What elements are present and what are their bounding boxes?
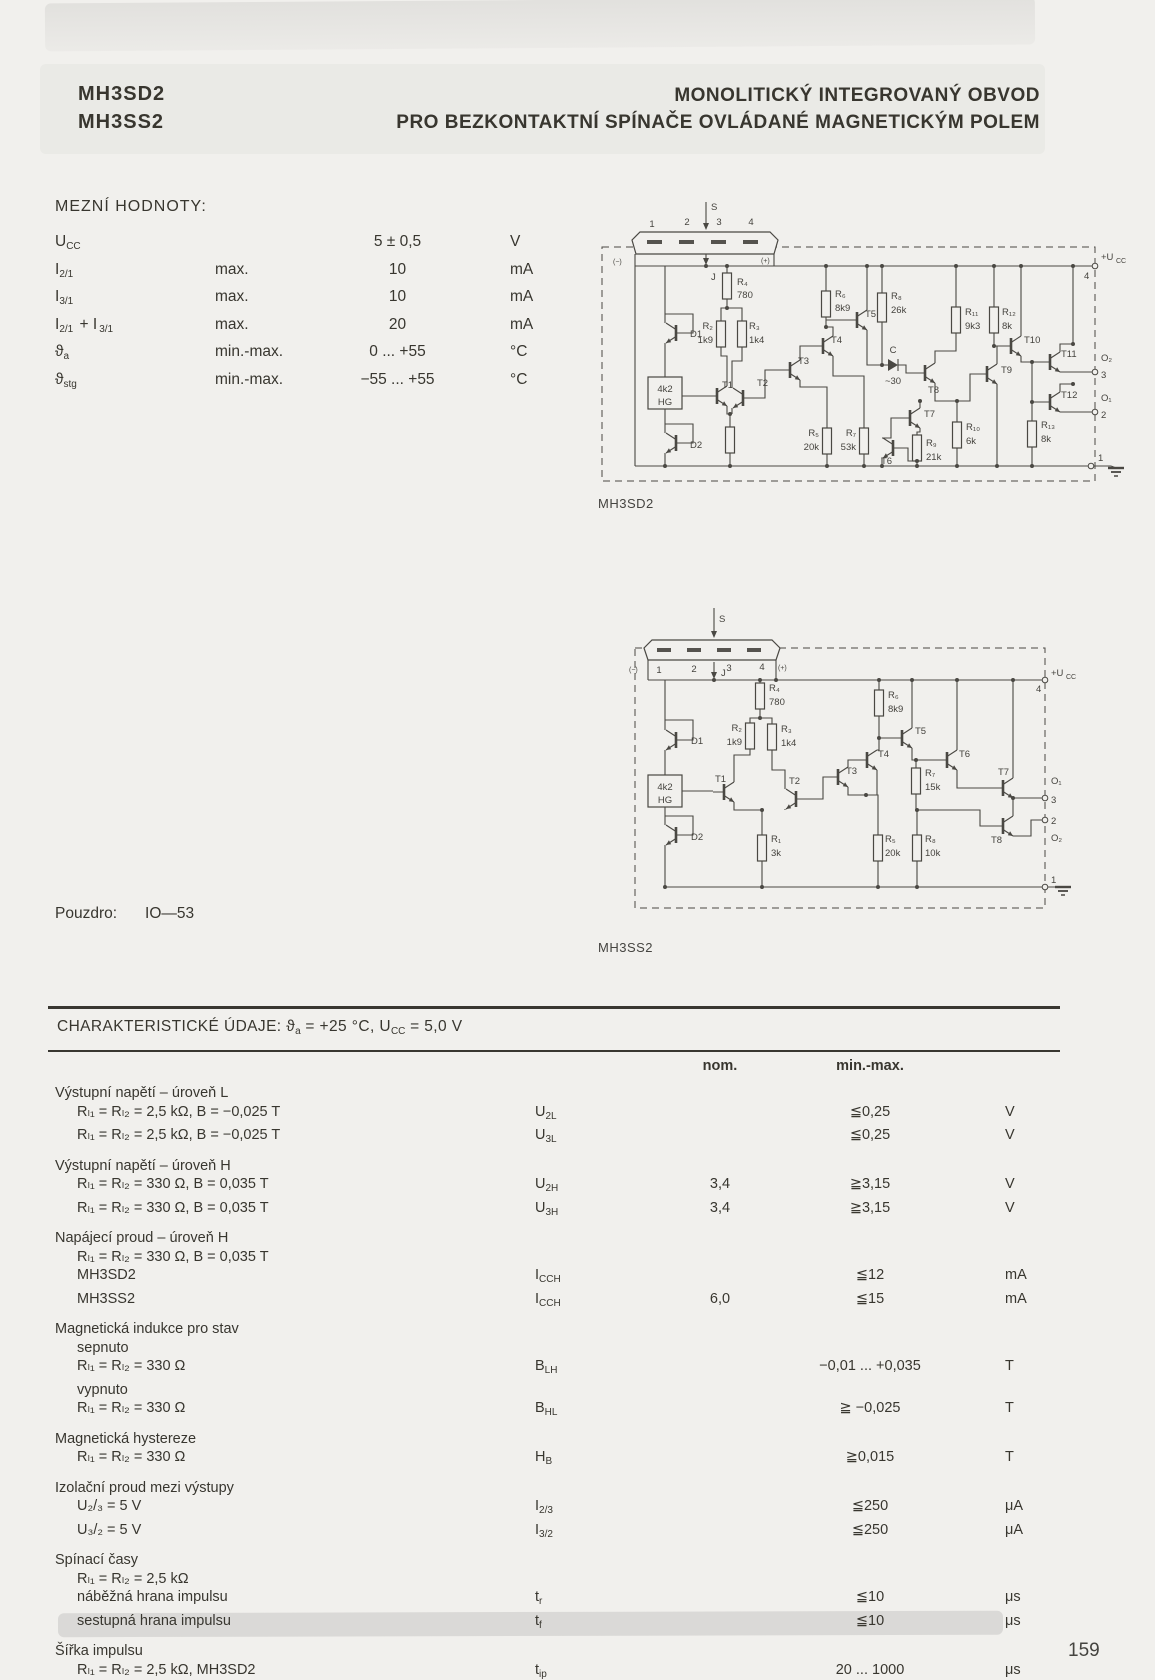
char-section: Spínací časy Rₗ₁ = Rₗ₂ = 2,5 kΩ náběžná hrana impulsu $t_r$ ≦10 μs sestupná hrana impulsu $t_f$ ≦10 μs (55, 1551, 1065, 1635)
s1-r3-label: R₃ (749, 321, 760, 332)
s2-o2-label: O₂ (1051, 833, 1063, 844)
sch2-border (635, 648, 1045, 908)
package-line (55, 905, 194, 923)
limits-row: $ϑ_a$ min.-max. 0 ... +55 °C (55, 343, 528, 362)
part-number-2: MH3SS2 (78, 111, 165, 133)
s2-pin2-label: 2 (691, 664, 697, 675)
limits-row: $ϑ_{stg}$ min.-max. −55 ... +55 °C (55, 370, 528, 390)
s2-t4-label: T4 (878, 749, 890, 760)
s2-r2-value: 1k9 (726, 737, 742, 748)
sch1-package (632, 202, 778, 265)
s2-t7-label: T7 (998, 767, 1010, 778)
s2-ucc-sub: CC (1066, 674, 1077, 681)
s1-t3-label: T3 (798, 356, 810, 367)
table-row: Rₗ₁ = Rₗ₂ = 330 Ω $B_{LH}$ −0,01 ... +0,035 T (77, 1358, 1014, 1376)
sch2-components (648, 683, 1071, 895)
table-row: MH3SD2 $I_{CCH}$ ≦12 mA (77, 1267, 1027, 1285)
s1-t2-label: T2 (757, 378, 769, 389)
s1-minus-label: (−) (613, 259, 622, 266)
s2-o1-label: O₁ (1051, 776, 1062, 787)
s1-r6-label: R₆ (835, 289, 846, 300)
table-row: U₂/₃ = 5 V $I_{2/3}$ ≦250 μA (77, 1498, 1024, 1516)
table-row: sepnuto (77, 1339, 129, 1356)
s1-t4-label: T4 (831, 335, 843, 346)
s1-r13-label: R₁₃ (1041, 420, 1055, 431)
title-line-1: MONOLITICKÝ INTEGROVANÝ OBVOD (674, 85, 1040, 106)
s1-j-label: J (711, 272, 716, 283)
s1-ucc-pin: 4 (1084, 271, 1090, 282)
s2-j-label: J (721, 668, 726, 679)
s2-r5-label: R₅ (885, 834, 896, 845)
table-rule-mid (48, 1050, 1060, 1052)
s1-o2-pin: 3 (1101, 370, 1107, 381)
s1-o1-pin: 2 (1101, 410, 1107, 421)
s2-r3-label: R₃ (781, 724, 792, 735)
s2-t3-label: T3 (846, 766, 858, 777)
s1-d1-label: D1 (690, 329, 703, 340)
s2-t6-label: T6 (959, 749, 971, 760)
table-row: Rₗ₁ = Rₗ₂ = 2,5 kΩ, MH3SD2 $t_{ip}$ 20 ... 1000 μs (77, 1661, 1021, 1680)
s2-r6-value: 8k9 (888, 704, 904, 715)
s1-pin1-label: 1 (649, 219, 655, 230)
s2-t2-label: T2 (789, 776, 801, 787)
char-section: Magnetická hystereze Rₗ₁ = Rₗ₂ = 330 Ω $H_B$ ≧0,015 T (55, 1430, 1065, 1472)
limits-row: $I_{2/1}$ max. 10 mA (55, 260, 534, 280)
s1-r5-value: 20k (803, 442, 819, 453)
s1-d2-label: D2 (690, 440, 703, 451)
s2-d1-label: D1 (691, 736, 704, 747)
s1-gnd-pin: 1 (1098, 453, 1104, 464)
limits-row: $U_{CC}$ 5 ± 0,5 V (55, 233, 521, 252)
s1-r6-value: 8k9 (835, 303, 851, 314)
s1-pin2-label: 2 (684, 217, 690, 228)
s2-r1-label: R₁ (771, 834, 782, 845)
char-section: Izolační proud mezi výstupy U₂/₃ = 5 V $I_{2/3}$ ≦250 μA U₃/₂ = 5 V $I_{3/2}$ ≦250 μA (55, 1479, 1065, 1545)
s2-s-label: S (719, 614, 726, 625)
s1-t7-label: T7 (924, 409, 936, 420)
char-table-title: CHARAKTERISTICKÉ ÚDAJE: $ϑ_a = +25$ °C, $U_{CC} = 5,0$ V (57, 1018, 463, 1037)
s1-c-label: C (889, 345, 897, 356)
s1-r10-label: R₁₀ (966, 422, 981, 433)
s1-r4-value: 780 (737, 290, 753, 301)
s2-r8-label: R₈ (925, 834, 936, 845)
s1-hg-value: 4k2 (657, 384, 673, 395)
s2-ucc-pin: 4 (1036, 684, 1042, 695)
s1-t1-label: T1 (722, 380, 734, 391)
s2-r7-value: 15k (925, 782, 941, 793)
table-row: Rₗ₁ = Rₗ₂ = 330 Ω, B = 0,035 T (77, 1248, 269, 1265)
s1-hg-label: HG (657, 397, 673, 408)
s2-hg-value: 4k2 (657, 782, 673, 793)
s1-pin3-label: 3 (716, 217, 722, 228)
s2-r2-label: R₂ (731, 723, 742, 734)
s1-r11-value: 9k3 (965, 321, 981, 332)
s1-r11-label: R₁₁ (965, 307, 979, 318)
s2-r8-value: 10k (925, 848, 941, 859)
table-row: Rₗ₁ = Rₗ₂ = 2,5 kΩ, B = −0,025 T $U_{2L}$ ≦0,25 V (77, 1103, 1015, 1122)
s1-r9-label: R₉ (926, 438, 937, 449)
table-row: Rₗ₁ = Rₗ₂ = 330 Ω, B = 0,035 T $U_{3H}$ 3,4 ≧3,15 V (77, 1199, 1015, 1218)
s1-r4-label: R₄ (737, 277, 748, 288)
char-table-body (55, 1084, 1065, 1680)
char-section: Napájecí proud – úroveň H Rₗ₁ = Rₗ₂ = 330 Ω, B = 0,035 T MH3SD2 $I_{CCH}$ ≦12 mA MH3SS2 $I_{CCH}$ 6,0 ≦15 mA (55, 1229, 1065, 1313)
s1-ucc-sub: CC (1116, 258, 1127, 265)
page-number: 159 (1068, 1640, 1100, 1661)
s2-o2-pin: 2 (1051, 816, 1057, 827)
table-row: U₃/₂ = 5 V $I_{3/2}$ ≦250 μA (77, 1521, 1024, 1540)
s2-t8-label: T8 (991, 835, 1003, 846)
s2-hg-label: HG (657, 795, 673, 806)
char-section: Magnetická indukce pro stav sepnuto Rₗ₁ = Rₗ₂ = 330 Ω $B_{LH}$ −0,01 ... +0,035 T vypnuto Rₗ₁ = Rₗ₂ = 330 Ω $B_{HL}$ ≧ −0,025 T (55, 1320, 1065, 1423)
table-row: sestupná hrana impulsu $t_f$ ≦10 μs (77, 1612, 1021, 1631)
s2-gnd-pin: 1 (1051, 875, 1057, 886)
package-label: Pouzdro: (55, 905, 118, 922)
part-numbers (78, 80, 165, 136)
scan-smudge-top (45, 0, 1035, 51)
schematic-mh3sd2 (595, 196, 1140, 496)
s1-r8-label: R₈ (891, 291, 902, 302)
char-section: Šířka impulsu Rₗ₁ = Rₗ₂ = 2,5 kΩ, MH3SD2 $t_{ip}$ 20 ... 1000 μs (55, 1642, 1065, 1680)
s1-r2-label: R₂ (702, 321, 713, 332)
col-header-nom: nom. (702, 1058, 738, 1074)
title-line-2: PRO BEZKONTAKTNÍ SPÍNAČE OVLÁDANÉ MAGNETICKÝM POLEM (396, 112, 1040, 133)
schematic2-caption: MH3SS2 (598, 940, 654, 955)
s1-r3-value: 1k4 (749, 335, 765, 346)
table-row: náběžná hrana impulsu $t_r$ ≦10 μs (77, 1589, 1021, 1607)
package-value: IO—53 (145, 905, 195, 922)
s1-o1-label: O₁ (1101, 393, 1112, 404)
s2-o1-pin: 3 (1051, 795, 1057, 806)
s1-plus-label: (+) (761, 258, 770, 265)
s1-r7-value: 53k (840, 442, 856, 453)
sch1-wires (635, 254, 1111, 466)
s1-r12-value: 8k (1002, 321, 1013, 332)
s2-r4-value: 780 (769, 697, 785, 708)
part-number-1: MH3SD2 (78, 83, 166, 105)
s1-o2-label: O₂ (1101, 353, 1113, 364)
s1-r5-label: R₅ (808, 428, 819, 439)
char-table-column-headers (55, 1058, 1055, 1074)
s2-r7-label: R₇ (925, 768, 936, 779)
s1-r10-value: 6k (966, 436, 977, 447)
s2-t5-label: T5 (915, 726, 927, 737)
s2-r3-value: 1k4 (781, 738, 797, 749)
s1-r8-value: 26k (891, 305, 907, 316)
s1-s-label: S (711, 202, 718, 213)
col-header-minmax: min.-max. (836, 1058, 904, 1074)
limits-row: $I_{2/1} + I$ $_{3/1}$ max. 20 mA (55, 315, 534, 335)
sch1-components (648, 273, 1124, 476)
table-row: Rₗ₁ = Rₗ₂ = 330 Ω $B_{HL}$ ≧ −0,025 T (77, 1400, 1014, 1418)
s1-r9-value: 21k (926, 452, 942, 463)
s2-pin4-label: 4 (759, 662, 765, 673)
s1-r7-label: R₇ (845, 428, 856, 439)
s1-r2-value: 1k9 (697, 335, 713, 346)
s1-ucc-label: +U (1101, 252, 1114, 263)
schematic1-caption: MH3SD2 (598, 496, 654, 511)
s1-t6-label: T6 (881, 456, 893, 467)
char-section: Výstupní napětí – úroveň L Rₗ₁ = Rₗ₂ = 2,5 kΩ, B = −0,025 T $U_{2L}$ ≦0,25 V Rₗ₁ = Rₗ₂ = 2,5 kΩ, B = −0,025 T $U_{3L}$ ≦0,25 V (55, 1084, 1065, 1150)
s2-plus-label: (+) (778, 665, 787, 672)
s2-r5-value: 20k (885, 848, 901, 859)
s1-r13-value: 8k (1041, 434, 1052, 445)
schematic-mh3ss2 (595, 570, 1125, 920)
s1-t5-label: T5 (865, 309, 877, 320)
s2-r4-label: R₄ (769, 683, 780, 694)
table-row: Rₗ₁ = Rₗ₂ = 330 Ω $H_B$ ≧0,015 T (77, 1449, 1014, 1467)
limits-row: $I_{3/1}$ max. 10 mA (55, 288, 534, 307)
table-row: vypnuto (77, 1381, 128, 1398)
page-title (300, 82, 1040, 136)
table-rule-top (48, 1006, 1060, 1009)
s1-r12-label: R₁₂ (1002, 307, 1016, 318)
s1-t9-label: T9 (1001, 365, 1013, 376)
s1-t11-label: T11 (1061, 349, 1077, 360)
s2-minus-label: (−) (629, 667, 638, 674)
s1-t8-label: T8 (928, 385, 940, 396)
s2-pin3-label: 3 (726, 663, 732, 674)
table-row: Rₗ₁ = Rₗ₂ = 330 Ω, B = 0,035 T $U_{2H}$ 3,4 ≧3,15 V (77, 1176, 1015, 1194)
s2-d2-label: D2 (691, 832, 704, 843)
s1-pin4-label: 4 (748, 217, 754, 228)
table-row: Rₗ₁ = Rₗ₂ = 2,5 kΩ, B = −0,025 T $U_{3L}$ ≦0,25 V (77, 1127, 1015, 1145)
s2-r1-value: 3k (771, 848, 782, 859)
s1-c-value: ~30 (884, 376, 902, 387)
limits-table (55, 228, 615, 393)
s2-t1-label: T1 (715, 774, 727, 785)
s1-t12-label: T12 (1061, 390, 1078, 401)
s1-t10-label: T10 (1024, 335, 1041, 346)
table-row: Rₗ₁ = Rₗ₂ = 2,5 kΩ (77, 1570, 189, 1587)
s2-r6-label: R₆ (888, 690, 899, 701)
char-section: Výstupní napětí – úroveň H Rₗ₁ = Rₗ₂ = 330 Ω, B = 0,035 T $U_{2H}$ 3,4 ≧3,15 V Rₗ₁ = Rₗ₂ = 330 Ω, B = 0,035 T $U_{3H}$ 3,4 ≧3,15 V (55, 1157, 1065, 1223)
s2-pin1-label: 1 (656, 665, 662, 676)
table-row: MH3SS2 $I_{CCH}$ 6,0 ≦15 mA (77, 1290, 1027, 1309)
limits-heading: MEZNÍ HODNOTY: (55, 198, 207, 215)
s2-ucc-label: +U (1051, 668, 1064, 679)
